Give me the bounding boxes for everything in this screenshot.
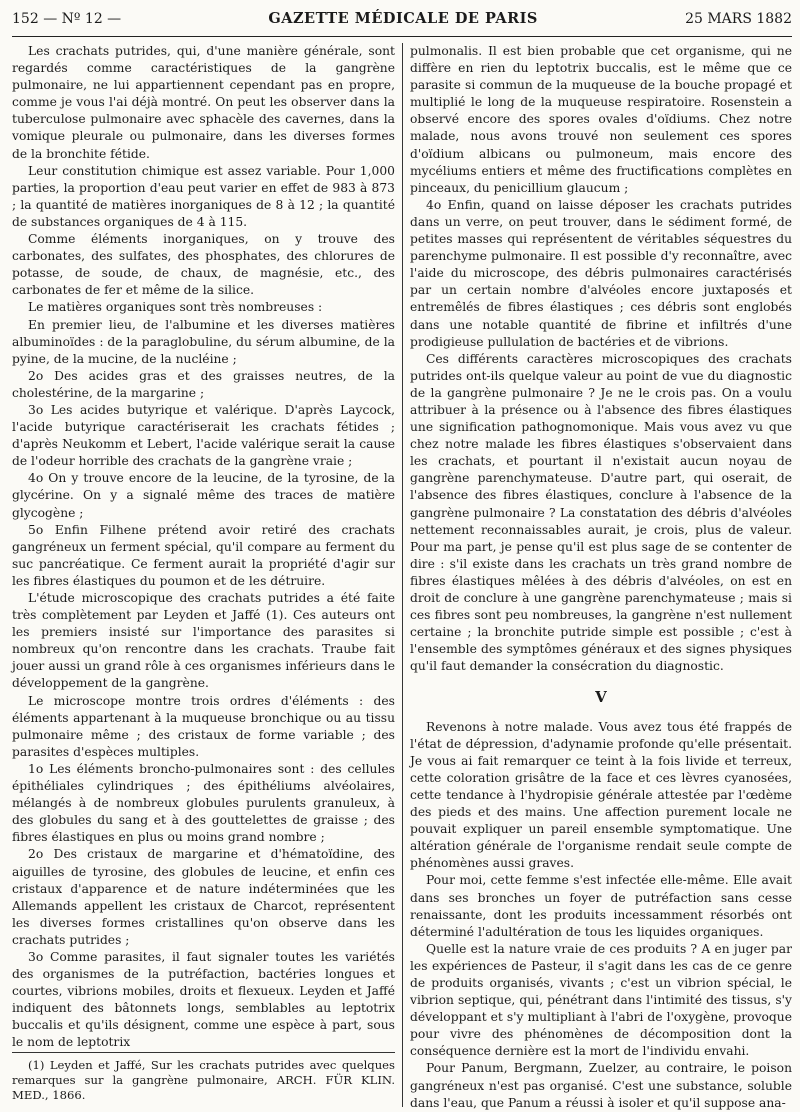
paragraph: Le matières organiques sont très nombreuses : <box>28 300 323 315</box>
paragraph: 1o Les éléments broncho-pulmonaires sont : des cellules épithéliales cylindriques ; des épithéliums alvéolaires, mélangés à de nombreux globules purulents granuleux, à des globules du sang et à des gouttelettes de graisse ; des fibres élastiques en plus ou moins grand nombre ; <box>12 761 395 845</box>
paragraph: Les crachats putrides, qui, d'une manière générale, sont regardés comme caractéristiques de la gangrène pulmonaire, ne lui appartiennent cependant pas en propre, comme je vous l'ai déjà montré. On peut les observer dans la tuberculose pulmonaire avec sphacèle des cavernes, dans la vomique pleurale ou pulmonaire, dans les diverses formes de la bronchite fétide. <box>12 44 395 161</box>
paragraph: En premier lieu, de l'albumine et les diverses matières albuminoïdes : de la paraglobuline, du sérum albumine, de la pyine, de la mucine, de la nucléine ; <box>12 317 395 366</box>
paragraph: 5o Enfin Filhene prétend avoir retiré des crachats gangréneux un ferment spécial, qu'il compare au ferment du suc pancréatique. Ce ferment aurait la propriété d'agir sur les fibres élastiques du poumon et de les détruire. <box>12 522 395 588</box>
paragraph: Leur constitution chimique est assez variable. Pour 1,000 parties, la proportion d'eau peut varier en effet de 983 à 873 ; la quantité de matières inorganiques de 8 à 12 ; la quantité de substances organiques de 4 à 115. <box>12 163 395 229</box>
paragraph: 2o Des acides gras et des graisses neutres, de la cholestérine, de la margarine ; <box>12 368 395 400</box>
paragraph: pulmonalis. Il est bien probable que cet organisme, qui ne diffère en rien du leptotrix buccalis, est le même que ce parasite si commun de la muqueuse de la bouche propagé et multiplié le long de la muqueuse respiratoire. Rosenstein a observé encore des spores ovales d'oïdiums. Chez notre malade, nous avons trouvé non seulement ces spores d'oïdium albicans ou pulmoneum, mais encore des mycéliums entiers et même des fructifications complètes en pinceaux, du penicillium glaucum ; <box>410 44 792 195</box>
journal-title: GAZETTE MÉDICALE DE PARIS <box>268 10 538 27</box>
paragraph: 3o Comme parasites, il faut signaler toutes les variétés des organismes de la putréfaction, bactéries longues et courtes, vibrions mobiles, droits et flexueux. Leyden et Jaffé indiquent des bâtonnets longs, semblables au leptotrix buccalis et qu'ils désignent, comme une espèce à part, sous le nom de leptotrix <box>12 949 395 1050</box>
two-columns <box>12 43 792 1110</box>
paragraph: L'étude microscopique des crachats putrides a été faite très complètement par Leyden et Jaffé (1). Ces auteurs ont les premiers insisté sur l'importance des parasites si nombreux qu'on rencontre dans les crachats. Traube fait jouer aussi un grand rôle à ces organismes inférieurs dans le développement de la gangrène. <box>12 591 395 691</box>
issue-date: 25 MARS 1882 <box>685 11 792 27</box>
footnote: (1) Leyden et Jaffé, Sur les crachats putrides avec quelques remarques sur la gangrène pulmonaire, ARCH. FÜR KLIN. MED., 1866. <box>12 1052 395 1103</box>
paragraph: Quelle est la nature vraie de ces produits ? A en juger par les expériences de Pasteur, il s'agit dans les cas de ce genre de produits organisés, vivants ; c'est un vibrion spécial, le vibrion septique, qui, pénétrant dans l'intimité des tissus, s'y développant et s'y multipliant à l'abri de l'oxygène, provoque pour vivre des phénomènes de décomposition dont la conséquence dernière est la mort de l'individu envahi. <box>410 941 792 1059</box>
left-column <box>12 43 402 1107</box>
paragraph: 2o Des cristaux de margarine et d'hématoïdine, des aiguilles de tyrosine, des globules de leucine, et enfin ces cristaux d'apparence et de nature indéterminées que les Allemands appellent les cristaux de Charcot, représentent les diverses formes cristallines qu'on observe dans les crachats putrides ; <box>12 847 395 947</box>
paragraph: Ces différents caractères microscopiques des crachats putrides ont-ils quelque valeur au point de vue du diagnostic de la gangrène pulmonaire ? Je ne le crois pas. On a voulu attribuer à la présence ou à l'absence des fibres élastiques une signification pathognomonique. Mais vous avez vu que chez notre malade les fibres élastiques s'observaient dans les crachats, et pourtant il n'existait aucun noyau de gangrène parenchymateuse. D'autre part, qui oserait, de l'absence des fibres élastiques, conclure à l'absence de la gangrène pulmonaire ? La constatation des débris d'alvéoles nettement reconnaissables aurait, je crois, plus de valeur. Pour ma part, je pense qu'il est plus sage de se contenter de dire : s'il existe dans les crachats un très grand nombre de fibres élastiques mêlées à des débris d'alvéoles, on est en droit de conclure à une gangrène parenchymateuse ; mais si ces fibres sont peu nombreuses, la gangrène n'est nullement certaine ; la bronchite putride simple est possible ; c'est à l'ensemble des symptômes généraux et des signes physiques qu'il faut demander la consécration du diagnostic. <box>410 351 792 674</box>
paragraph: Revenons à notre malade. Vous avez tous été frappés de l'état de dépression, d'adynamie profonde qu'elle présentait. Je vous ai fait remarquer ce teint à la fois livide et terreux, cette coloration grisâtre de la face et ces lèvres cyanosées, cette tendance à l'hydropisie générale attestée par l'œdème des pieds et des mains. Une affection purement locale ne pouvait expliquer un pareil ensemble symptomatique. Une altération générale de l'organisme rendait seule compte de phénomènes aussi graves. <box>410 719 792 871</box>
paragraph: Pour moi, cette femme s'est infectée elle-même. Elle avait dans ses bronches un foyer de putréfaction sans cesse renaissante, dont les produits incessamment résorbés ont déterminé l'adultération de tous les liquides organiques. <box>410 873 792 939</box>
header-rule <box>12 36 792 37</box>
paragraph: Le microscope montre trois ordres d'éléments : des éléments appartenant à la muqueuse bronchique ou au tissu pulmonaire même ; des cristaux de forme variable ; des parasites d'espèces multiples. <box>12 693 395 759</box>
section-heading: V <box>595 688 607 707</box>
right-column <box>402 43 792 1110</box>
paragraph: 4o On y trouve encore de la leucine, de la tyrosine, de la glycérine. On y a signalé même des traces de matière glycogène ; <box>12 471 395 520</box>
paragraph: 4o Enfin, quand on laisse déposer les crachats putrides dans un verre, on peut trouver, dans le sédiment formé, de petites masses qui représentent de véritables séquestres du parenchyme pulmonaire. Il est possible d'y reconnaître, avec l'aide du microscope, des débris pulmonaires caractérisés par un certain nombre d'alvéoles encore juxtaposés et entremêlés de fibres élastiques ; ces débris sont englobés dans une notable quantité de fibrine et infiltrés d'une prodigieuse pullulation de bactéries et de vibrions. <box>410 197 792 349</box>
page-header <box>12 10 792 34</box>
issue-number: — Nº 12 — <box>43 11 122 27</box>
page-number: 152 <box>12 11 39 27</box>
paragraph: Pour Panum, Bergmann, Zuelzer, au contraire, le poison gangréneux n'est pas organisé. C'est une substance, soluble dans l'eau, que Panum a réussi à isoler et qu'il suppose ana- <box>410 1061 792 1110</box>
paragraph: Comme éléments inorganiques, on y trouve des carbonates, des sulfates, des phosphates, des chlorures de potasse, de soude, de chaux, de magnésie, etc., des carbonates de fer et même de la silice. <box>12 232 395 298</box>
paragraph: 3o Les acides butyrique et valérique. D'après Laycock, l'acide butyrique caractériserait les crachats fétides ; d'après Neukomm et Lebert, l'acide valérique serait la cause de l'odeur horrible des crachats de la gangrène vraie ; <box>12 402 395 469</box>
header-page-info <box>12 11 121 27</box>
